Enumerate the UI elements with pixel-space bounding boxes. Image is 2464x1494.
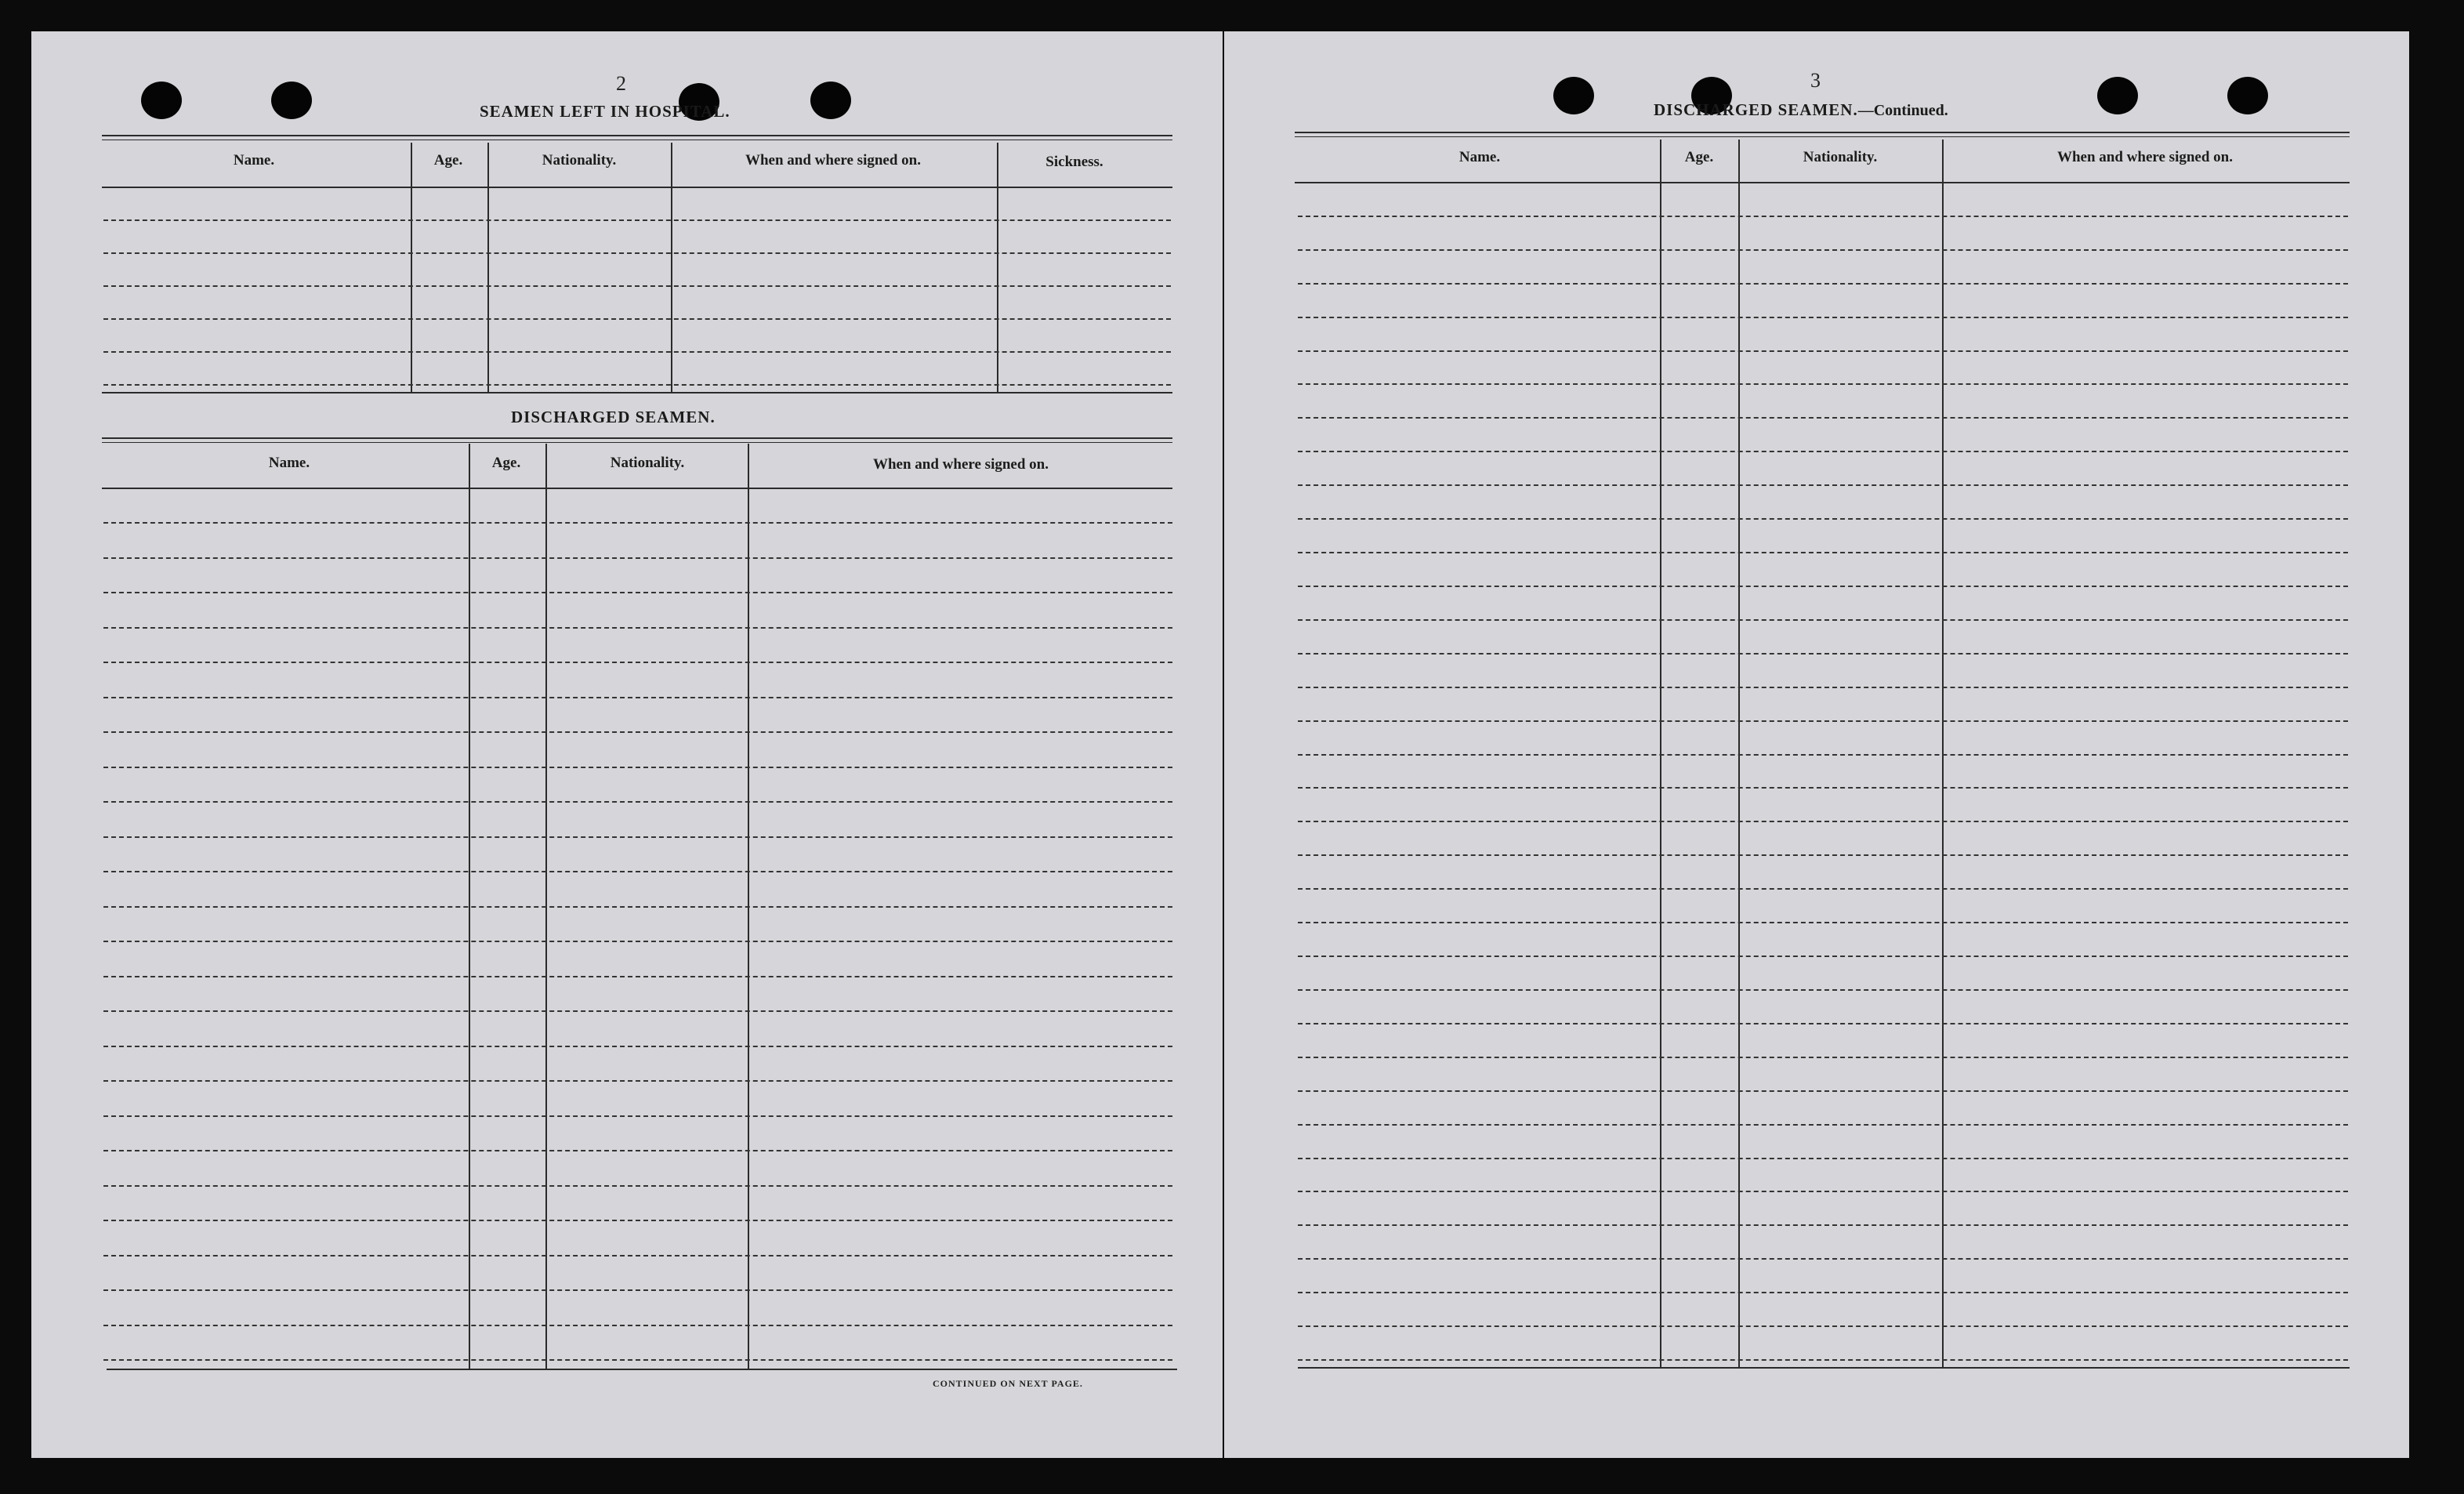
ruled-row-line	[103, 252, 1171, 254]
ruled-row-line	[1298, 484, 2348, 486]
title-text: DISCHARGED SEAMEN.	[1654, 100, 1858, 119]
ruled-row-line	[1298, 1325, 2348, 1327]
title-suffix: —Continued.	[1857, 102, 1948, 119]
ruled-row-line	[1298, 451, 2348, 452]
ruled-row-line	[103, 906, 1172, 908]
ruled-row-line	[103, 1010, 1172, 1012]
ruled-row-line	[103, 976, 1172, 977]
punch-hole	[271, 82, 312, 119]
ruled-row-line	[1298, 1191, 2348, 1192]
column-header-signed-on: When and where signed on.	[745, 152, 921, 169]
ruled-row-line	[103, 318, 1171, 320]
ruled-row-line	[1298, 956, 2348, 957]
column-divider	[671, 143, 672, 392]
ruled-row-line	[103, 522, 1172, 524]
ruled-row-line	[1298, 283, 2348, 285]
column-header-nationality: Nationality.	[542, 152, 617, 169]
right-page	[1224, 31, 2409, 1458]
ruled-row-line	[103, 871, 1172, 872]
column-divider	[997, 143, 998, 392]
ruled-row-line	[103, 557, 1172, 559]
ruled-row-line	[1298, 1292, 2348, 1293]
ruled-row-line	[103, 1359, 1172, 1361]
ruled-row-line	[103, 1185, 1172, 1187]
section-title-hospital: SEAMEN LEFT IN HOSPITAL.	[480, 102, 730, 121]
ruled-row-line	[103, 219, 1171, 221]
ruled-row-line	[1298, 754, 2348, 756]
ruled-row-line	[103, 767, 1172, 768]
punch-hole	[141, 82, 182, 119]
column-header-signed-on: When and where signed on.	[872, 456, 1049, 473]
punch-hole	[810, 82, 851, 119]
header-rule	[102, 135, 1172, 140]
ruled-row-line	[103, 1080, 1172, 1082]
column-divider	[1738, 140, 1740, 1367]
ruled-row-line	[103, 1255, 1172, 1256]
ruled-row-line	[103, 627, 1172, 629]
punch-hole	[2097, 77, 2138, 114]
left-page	[31, 31, 1223, 1458]
ruled-row-line	[1298, 417, 2348, 419]
column-header-nationality: Nationality.	[610, 455, 685, 471]
ruled-row-line	[103, 1150, 1172, 1151]
ruled-row-line	[1298, 989, 2348, 991]
ruled-row-line	[1298, 787, 2348, 789]
ruled-row-line	[1298, 1258, 2348, 1260]
column-header-name: Name.	[1458, 149, 1501, 165]
ruled-row-line	[1298, 854, 2348, 856]
ruled-row-line	[1298, 518, 2348, 520]
column-header-sickness: Sickness.	[1045, 154, 1103, 170]
column-header-nationality: Nationality.	[1803, 149, 1878, 165]
ruled-row-line	[103, 836, 1172, 838]
ruled-row-line	[103, 697, 1172, 698]
ruled-row-line	[1298, 619, 2348, 621]
ruled-row-line	[1298, 720, 2348, 722]
column-header-signed-on: When and where signed on.	[2056, 149, 2233, 165]
column-header-age: Age.	[433, 152, 463, 169]
column-divider	[411, 143, 412, 392]
column-header-age: Age.	[491, 455, 521, 471]
ruled-row-line	[1298, 350, 2348, 352]
ruled-row-line	[1298, 1158, 2348, 1159]
section-title-discharged: DISCHARGED SEAMEN.	[511, 408, 716, 426]
column-divider	[487, 143, 489, 392]
ruled-row-line	[1298, 586, 2348, 587]
table-header-rule	[102, 187, 1172, 188]
continued-note: CONTINUED ON NEXT PAGE.	[933, 1378, 1083, 1389]
ruled-row-line	[103, 1115, 1172, 1117]
ruled-row-line	[1298, 1224, 2348, 1226]
ruled-row-line	[1298, 922, 2348, 923]
ruled-row-line	[103, 1046, 1172, 1047]
table-header-rule	[102, 488, 1172, 489]
table-header-rule	[1295, 182, 2350, 183]
table-bottom-rule	[1298, 1367, 2350, 1369]
ruled-row-line	[1298, 687, 2348, 688]
ruled-row-line	[1298, 888, 2348, 890]
ruled-row-line	[1298, 216, 2348, 217]
punch-hole	[2227, 77, 2268, 114]
ruled-row-line	[1298, 552, 2348, 553]
column-header-name: Name.	[268, 455, 310, 471]
ruled-row-line	[103, 285, 1171, 287]
ruled-row-line	[103, 1325, 1172, 1326]
page-number: 2	[616, 72, 626, 95]
punch-hole	[1553, 77, 1594, 114]
section-title-discharged-continued	[1654, 100, 1948, 120]
table-bottom-rule	[102, 392, 1172, 393]
header-rule	[102, 437, 1172, 443]
column-divider	[1942, 140, 1944, 1367]
column-header-name: Name.	[233, 152, 275, 169]
ruled-row-line	[103, 801, 1172, 803]
ruled-row-line	[103, 662, 1172, 663]
ruled-row-line	[1298, 653, 2348, 655]
column-divider	[1660, 140, 1661, 1367]
ruled-row-line	[103, 384, 1171, 386]
ruled-row-line	[103, 592, 1172, 593]
ruled-row-line	[103, 731, 1172, 733]
table-bottom-rule	[107, 1369, 1177, 1370]
ruled-row-line	[1298, 1057, 2348, 1058]
ruled-row-line	[1298, 249, 2348, 251]
ruled-row-line	[1298, 1023, 2348, 1024]
ruled-row-line	[1298, 1359, 2348, 1361]
ruled-row-line	[1298, 821, 2348, 822]
page-number: 3	[1810, 69, 1821, 92]
ruled-row-line	[103, 1289, 1172, 1291]
ruled-row-line	[103, 351, 1171, 353]
ruled-row-line	[103, 941, 1172, 942]
ruled-row-line	[1298, 1124, 2348, 1126]
column-header-age: Age.	[1684, 149, 1714, 165]
ruled-row-line	[1298, 1090, 2348, 1092]
header-rule	[1295, 132, 2350, 137]
ruled-row-line	[103, 1220, 1172, 1221]
ruled-row-line	[1298, 317, 2348, 318]
ruled-row-line	[1298, 383, 2348, 385]
